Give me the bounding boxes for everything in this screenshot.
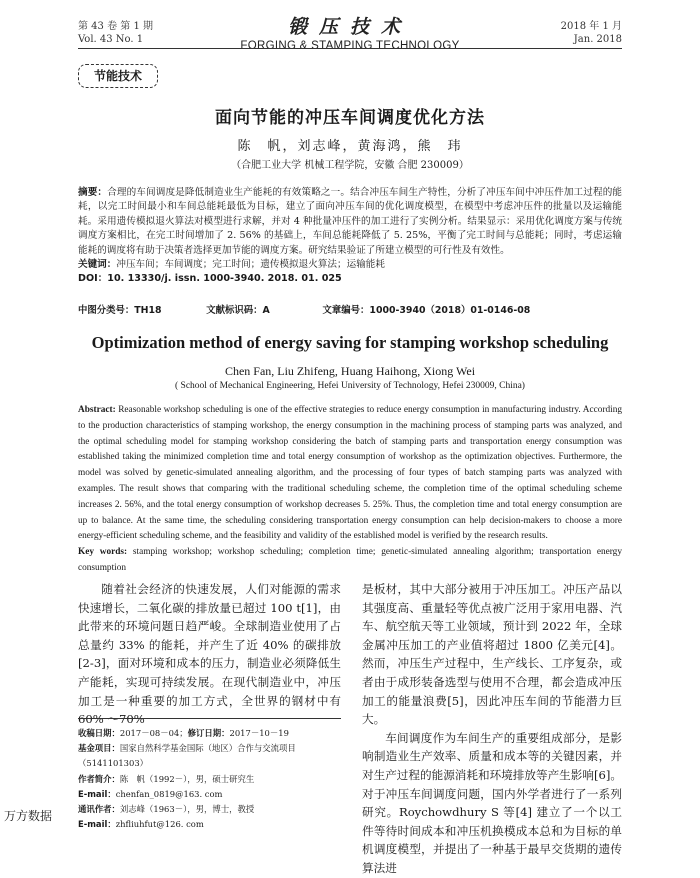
- watermark: 万方数据: [4, 809, 53, 823]
- keywords-en-text: stamping workshop; workshop scheduling; completion time; genetic-simulated annealing algorithm; transportation energy consumption: [78, 547, 622, 573]
- doi-line: [78, 272, 622, 286]
- author-label: 作者简介：: [78, 773, 120, 784]
- revised-label: 修订日期：: [187, 728, 230, 738]
- body-paragraph: 车间调度作为车间生产的重要组成部分，是影响制造业生产效率、质量和成本等的关键因素，并对生产过程的能源消耗和环境排放等产生影响[6]。对于冲压车间调度问题，国内外学者进行了一系列研究。Roychowdhury S 等[4] 建立了一个以工件等待时间成本和冲压机换模成本总和为目标的单机调度模型，并提出了一种基于最早交货期的遗传算法进: [362, 730, 622, 875]
- abstract-en-text: Reasonable workshop scheduling is one of the effective strategies to reduce energy consumption in manufacturing industry. According to the production characteristics of stamping workshop, the energy consumption in the machining process of stamping parts was analyzed, and the optimal scheduling model for stamping workshop considering the batch of stamping parts and transportation energy consumption was established taking the minimized completion time and total energy consumption of workshop as the optimization objectives. Furthermore, the model was solved by genetic-simulated annealing algorithm, and the processing of four types of batch stamping parts was analyzed with examples. The result shows that comparing with the traditional scheduling scheme, the completion time of the optimal scheduling scheme increases 2. 56%, and the total energy consumption of workshop decreases 5. 25%. Thus, the completion time and total energy consumption are up to balance. At the same time, the scheduling considering transportation energy consumption can help decision-makers to choose a more energy-efficient scheduling scheme, and the feasibility and validity of the established model is verified by the research results.: [78, 405, 622, 542]
- article-no-value: 1000-3940（2018）01-0146-08: [369, 305, 531, 316]
- footnote-author: [78, 772, 341, 787]
- body-paragraph: 是板材，其中大部分被用于冲压加工。冲压产品以其强度高、重量轻等优点被广泛用于家用电器、汽车、航空航天等工业领域，预计到 2022 年，全球金属冲压加工的产业值将超过 1800 亿美元[4]。然而，冲压生产过程中，生产线长、工序复杂，或者由于成形装备选型与使用不合理，都会造成冲压加工的能量浪费[5]，因此冲压车间的节能潜力巨大。: [362, 582, 622, 727]
- doi-label: DOI：: [78, 273, 108, 285]
- volume-cn: 第 43 卷 第 1 期: [78, 21, 153, 32]
- article-no-label: 文章编号：: [322, 305, 370, 316]
- date-cn: 2018 年 1 月: [560, 21, 622, 32]
- keywords-cn-text: 冲压车间；车间调度；完工时间；遗传模拟退火算法；运输能耗: [116, 259, 385, 271]
- fund-label: 基金项目：: [78, 743, 120, 754]
- footnote-received: [78, 726, 341, 741]
- affiliation-cn: （合肥工业大学 机械工程学院，安徽 合肥 230009）: [231, 160, 469, 171]
- header-date: [561, 20, 622, 46]
- footnote-email: [78, 787, 341, 802]
- abstract-cn-label: 摘要：: [78, 187, 108, 198]
- email2-text: zhfliuhfut@126. com: [115, 819, 204, 830]
- abstract-en: [78, 403, 622, 545]
- received-date: 2017－08－04；: [119, 728, 188, 738]
- body-column-right: [362, 580, 622, 878]
- email2-label: E-mail：: [78, 819, 116, 830]
- keywords-en-label: Key words:: [78, 547, 128, 557]
- classification-row: [78, 302, 530, 316]
- doc-code-label: 文献标识码：: [206, 305, 263, 316]
- abstract-cn-text: 合理的车间调度是降低制造业生产能耗的有效策略之一。结合冲压车间生产特性，分析了冲压车间中冲压件加工过程的能耗，以完工时间最小和车间总能耗最低为目标，建立了面向冲压车间的优化调度模型，在模型中考虑冲压件的批量以及运输能耗。采用遗传模拟退火算法对模型进行求解，并对 4 种批量冲压件的加工进行了实例分析。结果显示：采用优化调度方案与传统调度方案相比，在完工时间增加了 2. 56% 的基础上，车间总能耗降低了 5. 25%，平衡了完工时间与总能耗；同时，考虑运输能耗的调度将有助于决策者选择更加节能的调度方案。研究结果验证了所建立模型的可行性及有效性。: [78, 187, 623, 256]
- keywords-cn: [78, 258, 622, 272]
- keywords-en: [78, 545, 622, 577]
- body-paragraph: 随着社会经济的快速发展，人们对能源的需求快速增长，二氧化碳的排放量已超过 100 t[1]，由此带来的环境问题日趋严峻。全球制造业使用了占总量约 33% 的能耗，并产生了近 40% 的碳排放[2-3]，面对环境和成本的压力，制造业必须降低生产能耗，实现可持续发展。在现代制造业中，冲压加工是一种重要的加工方式，全世界的钢材中有 60% ～70%: [78, 582, 341, 727]
- volume-en: Vol. 43 No. 1: [78, 34, 144, 45]
- footnote-email2: [78, 817, 341, 832]
- paper-title-cn: 面向节能的冲压车间调度优化方法: [215, 108, 485, 128]
- affiliation-en: ( School of Mechanical Engineering, Hefei University of Technology, Hefei 230009, China): [175, 381, 525, 391]
- header-rule: [78, 48, 622, 49]
- authors-cn: 陈 帆，刘志峰，黄海鸿，熊 玮: [237, 139, 463, 154]
- footnote-fund: [78, 741, 341, 771]
- date-en: Jan. 2018: [573, 34, 622, 45]
- journal-title-cn: 锻压技术: [287, 16, 412, 38]
- abstract-en-label: Abstract:: [78, 405, 116, 415]
- fund-text: 国家自然科学基金国际（地区）合作与交流项目（5141101303）: [78, 743, 296, 769]
- email-label: E-mail：: [78, 788, 116, 799]
- footnote-rule: [78, 718, 341, 719]
- author-text: 陈 帆（1992－），男，硕士研究生: [119, 773, 255, 784]
- footnote-corresponding: [78, 802, 341, 817]
- received-label: 收稿日期：: [78, 728, 120, 738]
- journal-title-en: FORGING & STAMPING TECHNOLOGY: [240, 40, 460, 52]
- authors-en: Chen Fan, Liu Zhifeng, Huang Haihong, Xiong Wei: [224, 364, 476, 378]
- corresponding-label: 通讯作者：: [78, 804, 120, 815]
- corresponding-text: 刘志峰（1963－），男，博士，教授: [119, 804, 255, 815]
- footnotes: [78, 726, 341, 832]
- clc-value: TH18: [134, 305, 162, 316]
- paper-title-en: Optimization method of energy saving for stamping workshop scheduling: [91, 333, 609, 352]
- doi-value: 10. 13330/j. issn. 1000-3940. 2018. 01. 025: [107, 273, 342, 285]
- body-column-left: [78, 580, 341, 729]
- doc-code-value: A: [262, 305, 270, 316]
- abstract-cn: [78, 186, 622, 287]
- clc-label: 中图分类号：: [78, 305, 135, 316]
- section-badge: 节能技术: [78, 64, 158, 88]
- revised-date: 2017－10－19: [229, 728, 289, 738]
- keywords-cn-label: 关键词：: [78, 259, 117, 271]
- email-text: chenfan_0819@163. com: [115, 788, 223, 799]
